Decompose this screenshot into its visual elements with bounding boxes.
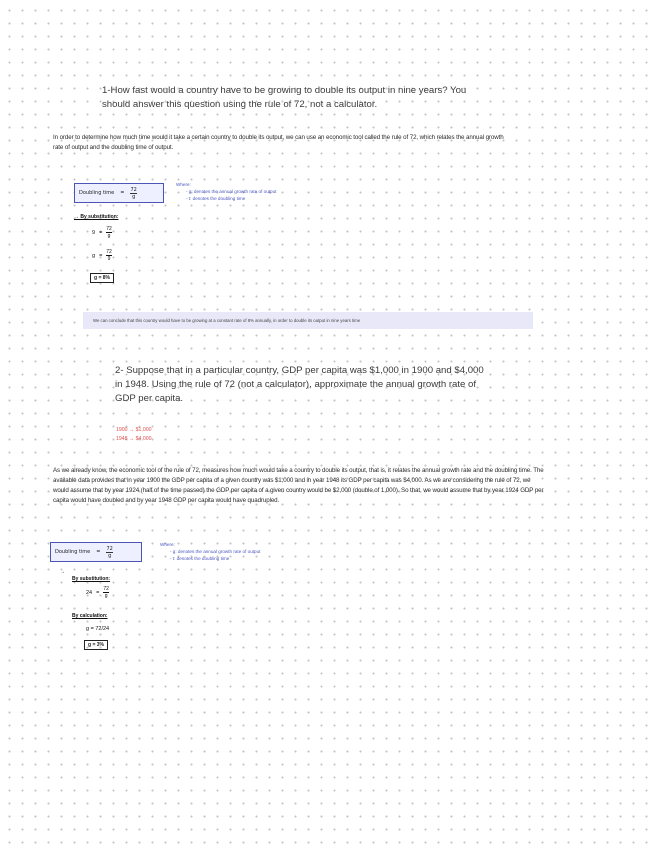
where-notes-2 (160, 541, 260, 562)
intro-paragraph (53, 133, 633, 153)
paragraph-2-line-2: available data provides that in year 1900 the GDP per capita of a given country was $1,000 and in year 1948 its GDP per capita was $4,000. As we are considering the rule of 72, we (53, 477, 531, 484)
question-2-line-2: in 1948. Using the rule of 72 (not a calculator), approximate the annual growth rate of (115, 379, 477, 390)
step-1-2-fraction (106, 249, 112, 262)
step-1-1-fraction (106, 226, 112, 239)
paragraph-2-line-4: capita would have doubled and by year 1948 GDP per capita would have quadrupled. (53, 497, 280, 504)
red-note-1900: 1900 → $1,000 (116, 427, 152, 433)
step-2-1-fraction (103, 586, 109, 599)
formula-2-eq: = (96, 549, 101, 555)
formula-2-den: g (108, 552, 112, 559)
step-1-2-den: 9 (107, 256, 111, 262)
paragraph-2-line-3: would assume that by year 1924 (half of the time passed) the GDP per capita of a given country would be $2,000 (double of 1,000). So that, we would assume that by year 1924 GDP per (53, 487, 544, 494)
step-2-2: g = 72/24 (86, 626, 110, 632)
formula-1-fraction (130, 187, 136, 200)
calculation-label-2: By calculation: (72, 613, 108, 619)
answer-box-1: g = 8% (90, 273, 114, 283)
formula-2-fraction (106, 546, 112, 559)
where-item-1a: - g: denotes the annual growth rate of output (186, 189, 277, 194)
step-2-1-left: 24 (86, 589, 93, 596)
red-notes (116, 426, 151, 444)
step-1-1-num: 72 (106, 226, 112, 232)
answer-box-2: g = 3% (84, 640, 108, 650)
formula-2-num: 72 (106, 545, 113, 552)
step-2-1-num: 72 (103, 586, 109, 592)
where-item-1b: - t: denotes the doubling time (186, 196, 246, 201)
where-item-2b: - t: denotes the doubling time (170, 556, 230, 561)
where-label-2: Where: (160, 542, 175, 547)
step-2-1: 24 = $\frac{72}{g}$ (86, 586, 109, 599)
where-item-2a: - g: denotes the annual growth rate of output (170, 549, 261, 554)
step-1-1-left: 9 (92, 229, 96, 236)
red-note-1948: 1948 → $4,000 (116, 436, 152, 442)
formula-1-num: 72 (130, 186, 137, 193)
substitution-label-1: → By substitution: (74, 214, 119, 220)
paragraph-2 (53, 466, 633, 506)
where-notes-1 (176, 181, 276, 202)
step-1-1: 9 = $\frac{72}{g}$ (92, 226, 112, 239)
step-1-2-num: 72 (106, 249, 112, 255)
question-2-line-3: GDP per capita. (115, 393, 184, 404)
substitution-label-2: By substitution: (72, 576, 111, 582)
formula-box-1 (74, 183, 164, 203)
where-label-1: Where: (176, 182, 191, 187)
question-1-line-2: should answer this question using the rule of 72, not a calculator. (102, 99, 378, 110)
formula-1-eq: = (120, 190, 125, 196)
paragraph-2-line-1: As we already know, the economic tool of the rule of 72, measures how much would take a country to double its output, that is, it relates the annual growth rate and the doubling time. The (53, 467, 544, 474)
conclusion-banner-1: We can conclude that this country would have to be growing at a constant rate of 8% annually, in order to double its output in nine years time (83, 312, 533, 329)
formula-1-den: g (132, 193, 136, 200)
question-1-line-1: 1-How fast would a country have to be growing to double its output in nine years? You (102, 85, 467, 96)
formula-1-left: Doubling time (79, 190, 115, 196)
formula-2-left: Doubling time (55, 549, 91, 555)
question-2 (115, 364, 484, 406)
step-1-1-den: g (107, 233, 111, 239)
step-1-2-left: g (92, 252, 96, 259)
question-1 (102, 84, 466, 112)
arrow-2: → (60, 569, 65, 575)
step-2-1-den: g (104, 593, 108, 599)
step-1-2: g = $\frac{72}{9}$ (92, 249, 112, 262)
intro-line-2: rate of output and the doubling time of output. (53, 144, 174, 151)
formula-box-2 (50, 542, 142, 562)
question-2-line-1: 2- Suppose that in a particular country, GDP per capita was $1,000 in 1900 and $4,000 (115, 365, 484, 376)
intro-line-1: In order to determine how much time would it take a certain country to double its output, we can use an economic tool called the rule of 72, which relates the annual growth (53, 134, 504, 141)
